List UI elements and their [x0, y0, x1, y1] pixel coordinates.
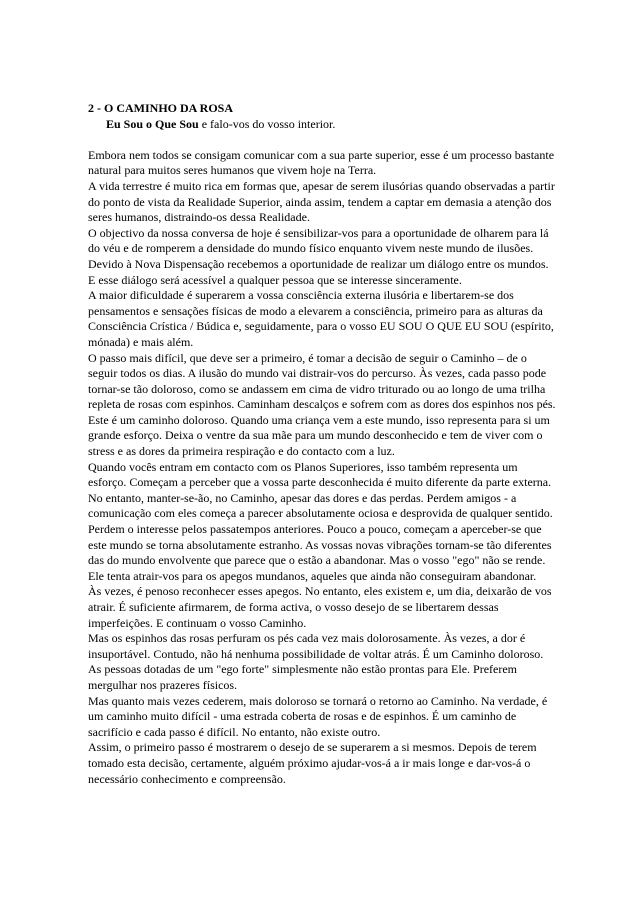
- paragraph: Devido à Nova Dispensação recebemos a oportunidade de realizar um diálogo entre os mundos. E esse diálogo será acessível a qualquer pessoa que se interesse sinceramente.: [88, 256, 549, 287]
- paragraph: Assim, o primeiro passo é mostrarem o desejo de se superarem a si mesmos. Depois de terem tomado esta decisão, certamente, alguém próximo ajudar-vos-á a ir mais longe e dar-vos-á o necessário conhecimento e compreensão.: [88, 740, 537, 786]
- paragraph: Mas quanto mais vezes cederem, mais doloroso se tornará o retorno ao Caminho. Na verdade, é um caminho muito difícil - uma estrada coberta de rosas e de espinhos. É um caminho de sacrifício e cada passo é difícil. No entanto, não existe outro.: [88, 693, 548, 739]
- paragraph: Este é um caminho doloroso. Quando uma criança vem a este mundo, isso representa para si um grande esforço. Deixa o ventre da sua mãe para um mundo desconhecido e tem de viver com o stress e as dores da primeira respiração e do contacto com a luz.: [88, 412, 550, 459]
- paragraph: A vida terrestre é muito rica em formas que, apesar de serem ilusórias quando observadas a partir do ponto de vista da Realidade Superior, ainda assim, tendem a captar em demasia a atenção dos seres humanos, distraindo-os dessa Realidade.: [88, 178, 555, 225]
- subtitle-text: e falo-vos do vosso interior.: [198, 116, 336, 131]
- paragraph: Quando vocês entram em contacto com os Planos Superiores, isso também representa um esforço. Começam a perceber que a vossa parte desconhecida é muito diferente da parte externa.: [88, 459, 552, 490]
- paragraph: A maior dificuldade é superarem a vossa consciência externa ilusória e libertarem-se dos pensamentos e sensações físicas de modo a elevarem a consciência, primeiro para as alturas da Consciência Crística / Búdica e, seguidamente, para o vosso EU SOU O QUE EU SOU (espírito, mónada) e mais além.: [88, 288, 554, 349]
- paragraph: Embora nem todos se consigam comunicar com a sua parte superior, esse é um processo bastante natural para muitos seres humanos que vivem hoje na Terra.: [88, 147, 555, 178]
- paragraph: O passo mais difícil, que deve ser a primeiro, é tomar a decisão de seguir o Caminho – de o seguir todos os dias. A ilusão do mundo vai distrair-vos do percurso. Às vezes, cada passo pode tornar-se tão doloroso, como se andassem em cima de vidro triturado ou ao longo de uma trilha repleta de rosas com espinhos. Caminham descalços e sofrem com as dores dos espinhos nos pés.: [88, 350, 556, 412]
- document-page: [88, 101, 558, 787]
- document-subtitle: [88, 117, 558, 133]
- paragraph: No entanto, manter-se-ão, no Caminho, apesar das dores e das perdas. Perdem amigos - a comunicação com eles começa a parecer absolutamente ociosa e desprovida de qualquer sentido. Perdem o interesse pelos passatempos anteriores. Pouco a pouco, começam a aperceber-se que este mundo se torna absolutamente estranho. As vossas novas vibrações tornam-se tão diferentes das do mundo envolvente que parece que o estão a abandonar. Mas o vosso "ego" não se rende. Ele tenta atrair-vos para os apegos mundanos, aqueles que ainda não conseguiram abandonar.: [88, 490, 553, 583]
- document-title: 2 - O CAMINHO DA ROSA: [88, 101, 234, 115]
- paragraph: Às vezes, é penoso reconhecer esses apegos. No entanto, eles existem e, um dia, deixarão de vos atrair. É suficiente afirmarem, de forma activa, o vosso desejo de se libertarem dessas imperfeições. E continuam o vosso Caminho.: [88, 584, 552, 630]
- paragraph: Mas os espinhos das rosas perfuram os pés cada vez mais dolorosamente. Às vezes, a dor é insuportável. Contudo, não há nenhuma possibilidade de voltar atrás. É um Caminho doloroso. As pessoas dotadas de um "ego forte" simplesmente não estão prontas para Ele. Preferem mergulhar nos prazeres físicos.: [88, 631, 544, 692]
- paragraph: O objectivo da nossa conversa de hoje é sensibilizar-vos para a oportunidade de olharem para lá do véu e de romperem a densidade do mundo físico enquanto vivem neste mundo de ilusões.: [88, 225, 549, 256]
- subtitle-bold-text: Eu Sou o Que Sou: [106, 116, 199, 131]
